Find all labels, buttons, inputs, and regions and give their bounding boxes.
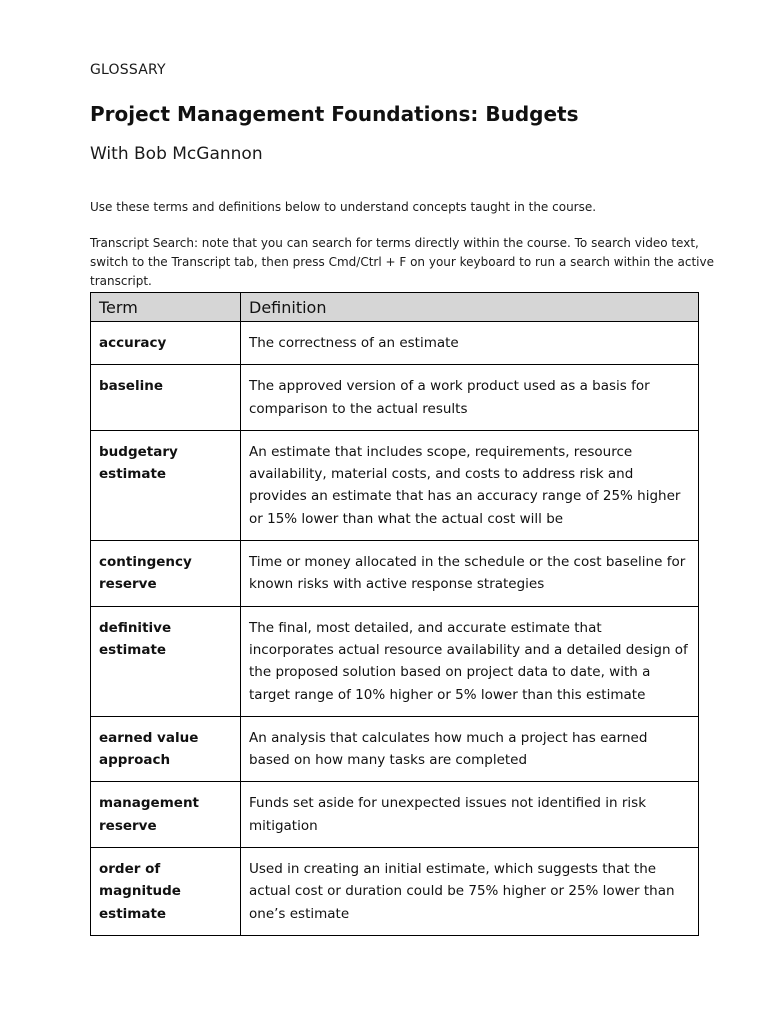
table-row bbox=[91, 782, 699, 848]
term-cell: management reserve bbox=[91, 782, 241, 848]
table-row bbox=[91, 541, 699, 607]
term-cell: contingency reserve bbox=[91, 541, 241, 607]
term-cell: order of magnitude estimate bbox=[91, 848, 241, 936]
table-row bbox=[91, 430, 699, 540]
usage-paragraph: Use these terms and definitions below to understand concepts taught in the course. bbox=[90, 200, 597, 214]
definition-cell: The final, most detailed, and accurate estimate that incorporates actual resource availability and a detailed design of the proposed solution based on project data to date, with a target range of 10% higher or 5% lower than this estimate bbox=[241, 606, 699, 716]
term-column-header: Term bbox=[91, 293, 241, 322]
term-cell: budgetary estimate bbox=[91, 430, 241, 540]
table-row bbox=[91, 848, 699, 936]
table-header-row bbox=[91, 293, 699, 322]
transcript-note-paragraph: Transcript Search: note that you can search for terms directly within the course. To search video text, switch to the Transcript tab, then press Cmd/Ctrl + F on your keyboard to run a search within the active transcript. bbox=[90, 236, 714, 288]
glossary-table bbox=[90, 292, 699, 936]
definition-cell: Time or money allocated in the schedule or the cost baseline for known risks with active response strategies bbox=[241, 541, 699, 607]
definition-cell: The approved version of a work product used as a basis for comparison to the actual results bbox=[241, 365, 699, 431]
table-row bbox=[91, 716, 699, 782]
definition-cell: An estimate that includes scope, requirements, resource availability, material costs, and costs to address risk and provides an estimate that has an accuracy range of 25% higher or 15% lower than what the actual cost will be bbox=[241, 430, 699, 540]
table-row bbox=[91, 322, 699, 365]
table-row bbox=[91, 365, 699, 431]
glossary-label: GLOSSARY bbox=[90, 62, 166, 78]
term-cell: definitive estimate bbox=[91, 606, 241, 716]
definition-cell: An analysis that calculates how much a project has earned based on how many tasks are completed bbox=[241, 716, 699, 782]
definition-column-header: Definition bbox=[241, 293, 699, 322]
definition-cell: The correctness of an estimate bbox=[241, 322, 699, 365]
term-cell: earned value approach bbox=[91, 716, 241, 782]
table-row bbox=[91, 606, 699, 716]
definition-cell: Used in creating an initial estimate, which suggests that the actual cost or duration could be 75% higher or 25% lower than one’s estimate bbox=[241, 848, 699, 936]
author-line: With Bob McGannon bbox=[90, 144, 263, 164]
page-title: Project Management Foundations: Budgets bbox=[90, 102, 579, 126]
term-cell: baseline bbox=[91, 365, 241, 431]
definition-cell: Funds set aside for unexpected issues not identified in risk mitigation bbox=[241, 782, 699, 848]
term-cell: accuracy bbox=[91, 322, 241, 365]
